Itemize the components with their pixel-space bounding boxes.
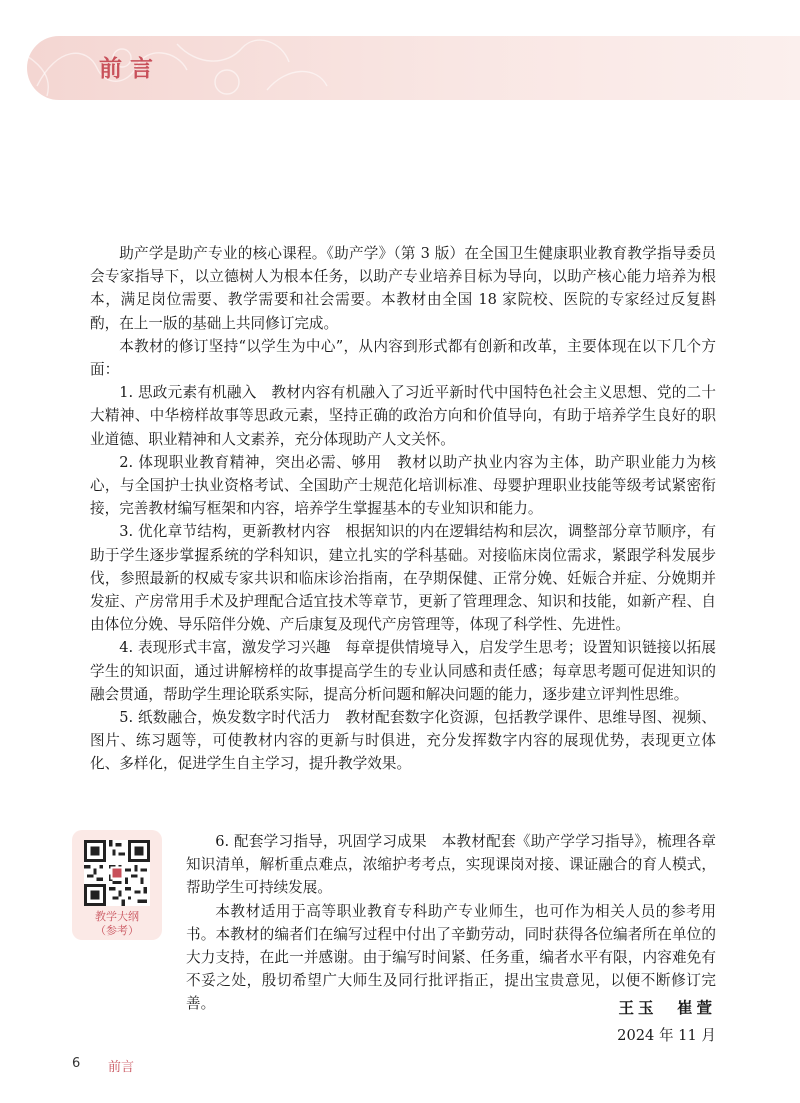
- section-3: [90, 520, 716, 636]
- author-signature: 王玉 崔萱: [618, 998, 716, 1017]
- section-1: [90, 381, 716, 451]
- section-6: [186, 830, 716, 900]
- section-2-heading: 2. 体现职业教育精神，突出必需、够用: [119, 453, 382, 471]
- section-5-heading: 5. 纸数融合，焕发数字时代活力: [119, 709, 331, 727]
- qr-label-syllabus: 教学大纲: [95, 910, 139, 923]
- section-2-text: 教材以助产执业内容为主体，助产职业能力为核心，与全国护士执业资格考试、全国助产士规范化培训标准、母婴护理职业技能等级考试紧密衔接，完善教材编写框架和内容，培养学生掌握基本的专业知识和能力。: [90, 453, 716, 518]
- page-number: 6: [72, 1056, 81, 1071]
- intro-paragraph-1: 助产学是助产专业的核心课程。《助产学》（第 3 版）在全国卫生健康职业教育教学指导委员会专家指导下，以立德树人为根本任务，以助产专业培养目标为导向，以助产核心能力培养为根本，满足岗位需要、教学需要和社会需要。本教材由全国 18 家院校、医院的专家经过反复斟酌，在上一版的基础上共同修订完成。: [90, 245, 716, 332]
- section-6-heading: 6. 配套学习指导，巩固学习成果: [215, 833, 427, 850]
- closing-paragraph: 本教材适用于高等职业教育专科助产专业师生，也可作为相关人员的参考用书。本教材的编者们在编写过程中付出了辛勤劳动，同时获得各位编者所在单位的大力支持，在此一并感谢。由于编写时间紧、任务重，编者水平有限，内容难免有不妥之处，殷切希望广大师生及同行批评指正，提出宝贵意见，以便不断修订完善。: [186, 902, 716, 1013]
- section-4: [90, 636, 716, 706]
- preface-body: [90, 242, 716, 776]
- syllabus-qr-card[interactable]: [72, 830, 162, 940]
- section-3-text: 根据知识的内在逻辑结构和层次，调整部分章节顺序，有助于学生逐步掌握系统的学科知识，建立扎实的学科基础。对接临床岗位需求，紧跟学科发展步伐，参照最新的权威专家共识和临床诊治指南，在孕期保健、正常分娩、妊娠合并症、分娩期并发症、产房常用手术及护理配合适宜技术等章节，更新了管理理念、知识和技能，如新产程、自由体位分娩、导乐陪伴分娩、产后康复及现代产房管理等，体现了科学性、先进性。: [90, 523, 716, 634]
- section-4-text: 每章提供情境导入，启发学生思考；设置知识链接以拓展学生的知识面，通过讲解榜样的故事提高学生的专业认同感和责任感；每章思考题可促进知识的融会贯通，帮助学生理论联系实际，提高分析问题和解决问题的能力，逐步建立评判性思维。: [90, 639, 716, 703]
- intro-paragraph-2: 本教材的修订坚持“以学生为中心”，从内容到形式都有创新和改革，主要体现在以下几个方面：: [90, 337, 716, 379]
- preface-date: 2024 年 11 月: [617, 1027, 716, 1044]
- page-title: 前言: [99, 56, 161, 82]
- section-3-heading: 3. 优化章节结构，更新教材内容: [119, 523, 331, 541]
- section-1-text: 教材内容有机融入了习近平新时代中国特色社会主义思想、党的二十大精神、中华榜样故事等思政元素，坚持正确的政治方向和价值导向，有助于培养学生良好的职业道德、职业精神和人文素养，充分体现助产人文关怀。: [90, 384, 716, 448]
- section-5-text: 教材配套数字化资源，包括教学课件、思维导图、视频、图片、练习题等，可使教材内容的更新与时俱进，充分发挥数字内容的展现优势，表现更立体化、多样化，促进学生自主学习，提升教学效果。: [90, 709, 716, 773]
- qr-code-icon[interactable]: [84, 840, 150, 906]
- preface-body-continued: [186, 830, 716, 1016]
- section-4-heading: 4. 表现形式丰富，激发学习兴趣: [119, 639, 331, 657]
- section-2: [90, 451, 716, 521]
- qr-label-reference: （参考）: [95, 924, 139, 937]
- section-6-text: 本教材配套《助产学学习指导》，梳理各章知识清单，解析重点难点，浓缩护考考点，实现课岗对接、课证融合的育人模式，帮助学生可持续发展。: [186, 833, 716, 897]
- footer-section-title: 前言: [108, 1060, 135, 1075]
- section-5: [90, 706, 716, 776]
- header-banner: [27, 36, 800, 100]
- section-1-heading: 1. 思政元素有机融入: [119, 384, 257, 402]
